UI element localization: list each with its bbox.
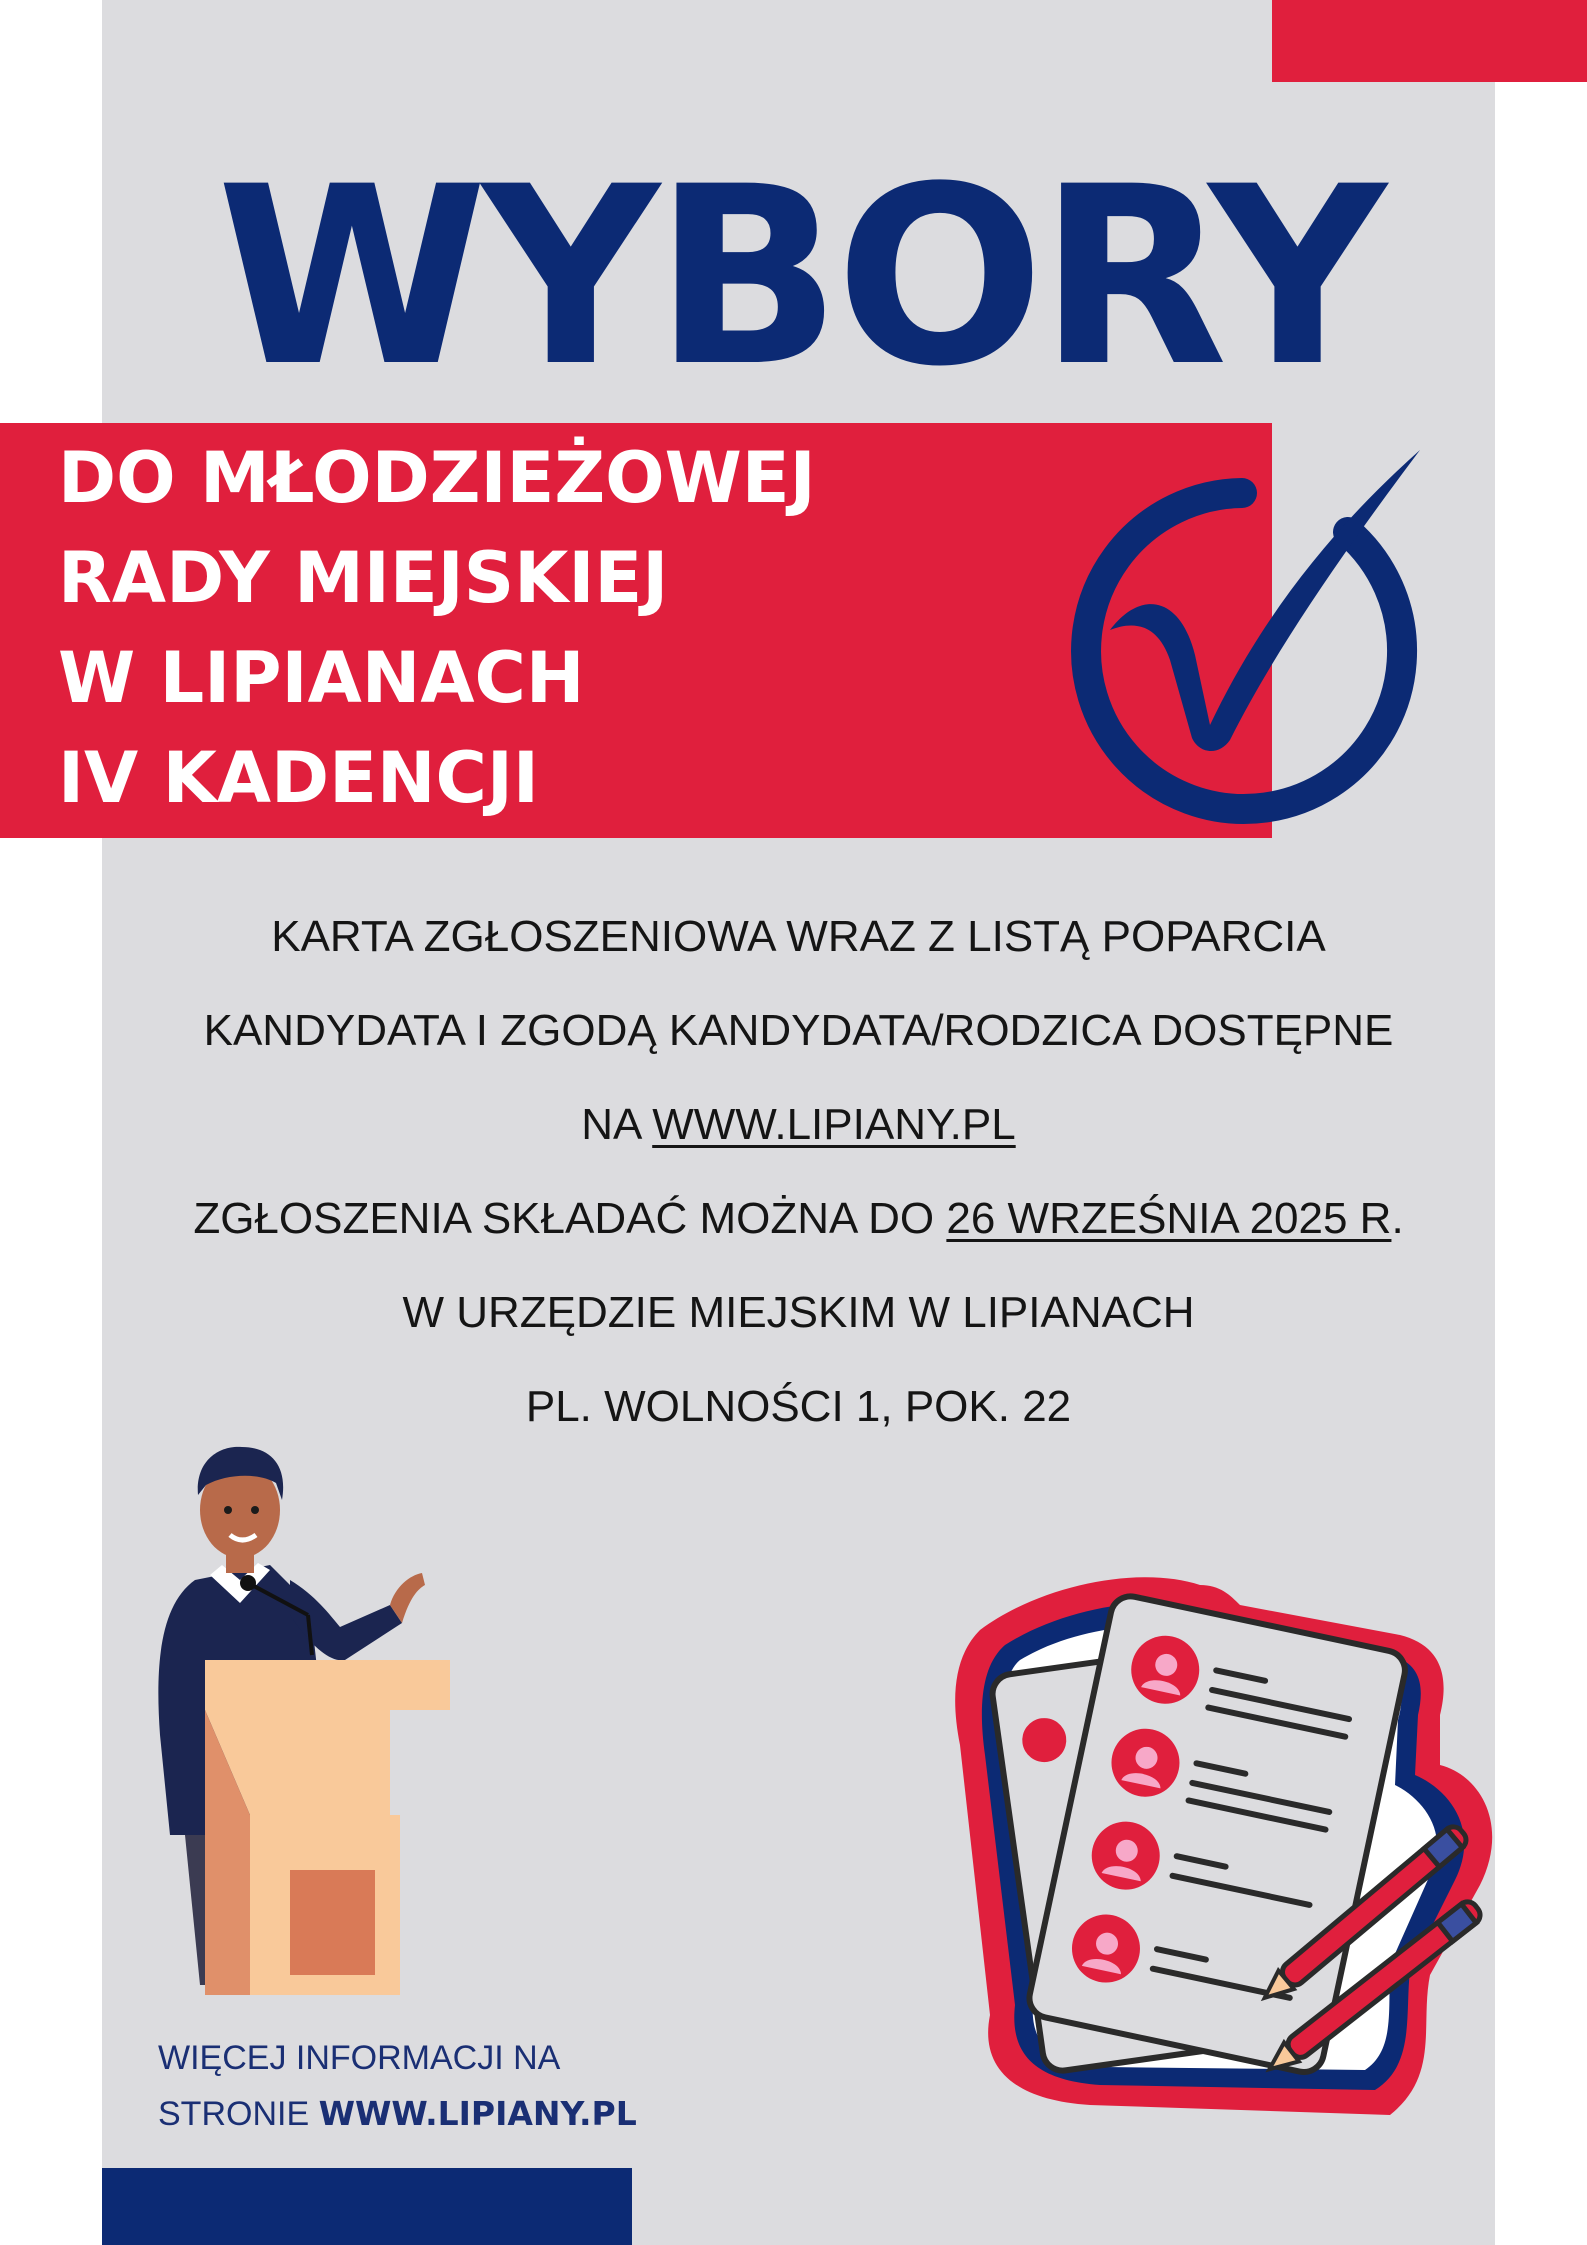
info-line-prefix: NA: [581, 1100, 653, 1149]
info-line-suffix: .: [1391, 1194, 1404, 1243]
checkmark-circle-icon: [1030, 440, 1450, 830]
more-info-prefix: STRONIE: [158, 2095, 319, 2133]
more-info-line: WIĘCEJ INFORMACJI NA: [158, 2039, 561, 2077]
subtitle-line: RADY MIEJSKIEJ: [58, 537, 669, 619]
website-link[interactable]: WWW.LIPIANY.PL: [652, 1100, 1016, 1149]
website-link[interactable]: WWW.LIPIANY.PL: [318, 2094, 637, 2133]
deadline-date: 26 WRZEŚNIA 2025 R: [946, 1194, 1392, 1243]
subtitle-line: DO MŁODZIEŻOWEJ: [58, 437, 816, 519]
bottom-navy-accent-bar: [102, 2168, 632, 2245]
top-red-accent-bar: [1272, 0, 1587, 82]
info-line: [102, 1078, 1495, 1172]
more-info-text: [158, 2030, 637, 2142]
more-info-line: [158, 2086, 637, 2142]
subtitle-line: IV KADENCJI: [58, 737, 539, 819]
subtitle-line: W LIPIANACH: [58, 637, 585, 719]
info-line: W URZĘDZIE MIEJSKIM W LIPIANACH: [402, 1288, 1195, 1337]
subtitle: [58, 428, 816, 828]
info-line: KARTA ZGŁOSZENIOWA WRAZ Z LISTĄ POPARCIA: [271, 912, 1326, 961]
info-line: PL. WOLNOŚCI 1, POK. 22: [525, 1382, 1072, 1431]
page-title: WYBORY: [216, 135, 1381, 421]
info-line: [102, 1172, 1495, 1266]
ballot-papers-illustration: [920, 1545, 1520, 2135]
info-line: KANDYDATA I ZGODĄ KANDYDATA/RODZICA DOSTĘPNE: [203, 1006, 1394, 1055]
speaker-at-podium-illustration: [140, 1365, 460, 1995]
info-line-prefix: ZGŁOSZENIA SKŁADAĆ MOŻNA DO: [193, 1194, 947, 1243]
